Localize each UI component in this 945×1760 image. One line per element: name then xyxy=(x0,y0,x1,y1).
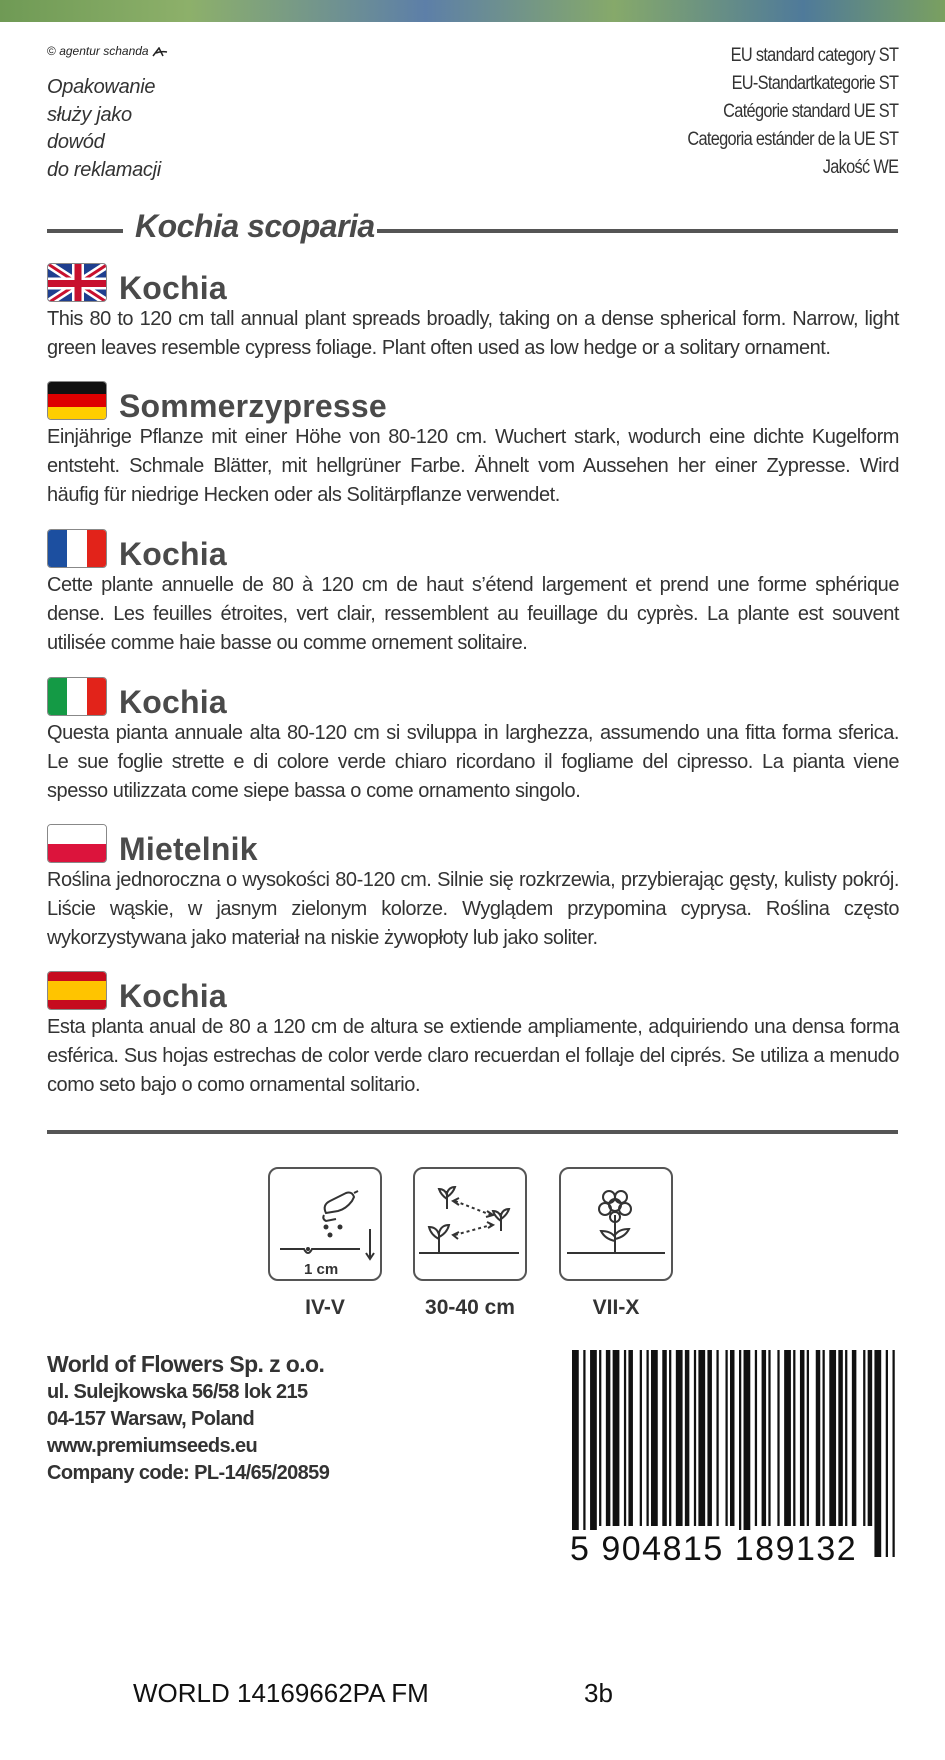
barcode-bar xyxy=(838,1350,843,1526)
eu-standard-line: Catégorie standard UE ST xyxy=(722,101,898,122)
section-description: Roślina jednoroczna o wysokości 80-120 cm. Silnie się rozkrzewia, przybierając gęsty, kulisty pokrój. Liście wąskie, w jasnym zielonym kolorze. Wyglądem przypomina cyprysa. Roślina często wykorzystywana jako materiał na niskie żywopłoty lub jako soliter. xyxy=(47,869,899,949)
barcode-bar xyxy=(606,1350,611,1526)
barcode-bar xyxy=(583,1350,585,1557)
section-french xyxy=(47,529,899,658)
barcode-bar xyxy=(698,1350,705,1526)
barcode-bar xyxy=(744,1350,751,1557)
barcode-bar xyxy=(613,1350,620,1526)
section-title: Kochia xyxy=(119,270,227,306)
print-code: WORLD 14169662PA FM xyxy=(133,1678,429,1708)
section-spanish xyxy=(47,971,899,1100)
barcode-bar xyxy=(590,1350,597,1557)
species-heading xyxy=(47,208,898,248)
barcode-bar xyxy=(624,1350,626,1526)
agency-logo-icon xyxy=(152,47,168,57)
barcode-bar xyxy=(572,1350,579,1557)
section-title: Kochia xyxy=(119,978,227,1014)
barcode-bar xyxy=(768,1350,770,1526)
species-name: Kochia scoparia xyxy=(135,208,375,244)
section-english xyxy=(47,263,899,363)
barcode-bar xyxy=(793,1350,795,1526)
complaint-line: Opakowanie xyxy=(47,76,156,98)
germany-flag-icon xyxy=(47,381,107,420)
flowering-icon xyxy=(559,1167,673,1281)
barcode-bar xyxy=(823,1350,825,1526)
eu-standard-line: Jakość WE xyxy=(822,157,898,178)
page-marker: 3b xyxy=(584,1678,613,1708)
barcode-bar xyxy=(694,1350,696,1526)
barcode-bar xyxy=(863,1350,865,1526)
sowing-depth-icon xyxy=(268,1167,382,1281)
barcode-bar xyxy=(662,1350,667,1526)
section-description: This 80 to 120 cm tall annual plant spreads broadly, taking on a dense spherical form. Narrow, light green leaves resemble cypress foliage. Plant often used as low hedge or a solitary ornament. xyxy=(47,308,899,359)
barcode-bar xyxy=(730,1350,735,1526)
section-italian xyxy=(47,677,899,806)
barcode-bar xyxy=(669,1350,671,1526)
section-polish xyxy=(47,824,899,953)
complaint-line: służy jako xyxy=(47,103,132,126)
barcode xyxy=(572,1350,897,1557)
divider xyxy=(47,1130,898,1134)
top-photo-strip xyxy=(0,0,945,22)
company-street: ul. Sulejkowska 56/58 lok 215 xyxy=(47,1381,308,1403)
section-title: Kochia xyxy=(119,536,227,572)
barcode-bar xyxy=(845,1350,847,1526)
divider xyxy=(377,229,898,233)
barcode-bar xyxy=(807,1350,809,1526)
section-title: Sommerzypresse xyxy=(119,388,387,424)
company-code: Company code: PL-14/65/20859 xyxy=(47,1462,330,1484)
barcode-bar xyxy=(886,1350,888,1557)
flowering-period-label: VII-X xyxy=(592,1296,640,1319)
barcode-bar xyxy=(892,1350,894,1557)
barcode-bar xyxy=(739,1350,741,1557)
eu-standard-line: EU standard category ST xyxy=(730,45,898,66)
section-description: Einjährige Pflanze mit einer Höhe von 80-120 cm. Wuchert stark, wodurch eine dichte Kugelform entsteht. Schmale Blätter, mit hellgrüner Farbe. Ähnelt vom Aussehen her einer Zypresse. Wird häufig für niedrige Hecken oder als Solitärpflanze verwendet. xyxy=(47,426,899,506)
sowing-depth-label: 1 cm xyxy=(304,1261,339,1278)
company-name: World of Flowers Sp. z o.o. xyxy=(47,1351,325,1377)
uk-flag-icon xyxy=(47,263,107,302)
barcode-bar xyxy=(874,1350,881,1557)
sowing-period-label: IV-V xyxy=(305,1296,345,1319)
barcode-bar xyxy=(651,1350,658,1526)
barcode-bar xyxy=(868,1350,873,1526)
section-description: Cette plante annuelle de 80 à 120 cm de haut s’étend largement et prend une forme sphérique dense. Les feuilles étroites, vert clair, ressemblent au feuillage du cyprès. La plante est souvent utilisée comme haie basse ou comme ornement solitaire. xyxy=(47,574,899,654)
barcode-bar xyxy=(599,1350,601,1526)
barcode-bar xyxy=(829,1350,836,1526)
barcode-bar xyxy=(800,1350,805,1526)
barcode-bar xyxy=(707,1350,712,1526)
barcode-bar xyxy=(640,1350,642,1526)
section-title: Mietelnik xyxy=(119,831,258,867)
complaint-notice xyxy=(47,74,227,184)
copyright-notice: © agentur schanda xyxy=(47,44,168,58)
france-flag-icon xyxy=(47,529,107,568)
italy-flag-icon xyxy=(47,677,107,716)
eu-standard-line: EU-Standartkategorie ST xyxy=(731,73,898,94)
barcode-bar xyxy=(852,1350,857,1526)
company-website[interactable]: www.premiumseeds.eu xyxy=(47,1435,258,1457)
eu-standard-line: Categoria estánder de la UE ST xyxy=(687,129,898,150)
section-german xyxy=(47,381,899,510)
barcode-bar xyxy=(685,1350,690,1526)
divider xyxy=(47,229,123,233)
section-description: Questa pianta annuale alta 80-120 cm si sviluppa in larghezza, assumendo una fitta forma sferica. Le sue foglie strette e di colore verde chiaro ricordano il fogliame del cipresso. La pianta viene spesso utilizzata come siepe bassa o come ornamento singolo. xyxy=(47,722,899,802)
barcode-bar xyxy=(762,1350,767,1526)
section-description: Esta planta anual de 80 a 120 cm de altura se extiende ampliamente, adquiriendo una densa forma esférica. Sus hojas estrechas de color verde claro recuerdan el follaje del ciprés. Se utiliza a menudo como seto bajo o como ornamental solitario. xyxy=(47,1016,899,1096)
barcode-bar xyxy=(646,1350,648,1526)
section-title: Kochia xyxy=(119,684,227,720)
eu-standard-category xyxy=(653,42,898,182)
complaint-line: do reklamacji xyxy=(47,158,161,181)
barcode-bar xyxy=(816,1350,821,1526)
barcode-bar xyxy=(628,1350,633,1526)
plant-spacing-icon xyxy=(413,1167,527,1281)
barcode-bar xyxy=(716,1350,718,1526)
company-city: 04-157 Warsaw, Poland xyxy=(47,1408,255,1430)
barcode-bar xyxy=(755,1350,757,1526)
poland-flag-icon xyxy=(47,824,107,863)
spain-flag-icon xyxy=(47,971,107,1010)
complaint-line: dowód xyxy=(47,131,105,153)
barcode-bar xyxy=(784,1350,791,1526)
barcode-bar xyxy=(777,1350,779,1526)
barcode-bar xyxy=(676,1350,683,1526)
barcode-bar xyxy=(725,1350,727,1526)
barcode-number: 5 904815 189132 xyxy=(570,1530,858,1568)
plant-spacing-label: 30-40 cm xyxy=(425,1296,515,1319)
copyright-text: agentur schanda xyxy=(59,44,149,58)
company-info xyxy=(47,1349,329,1487)
